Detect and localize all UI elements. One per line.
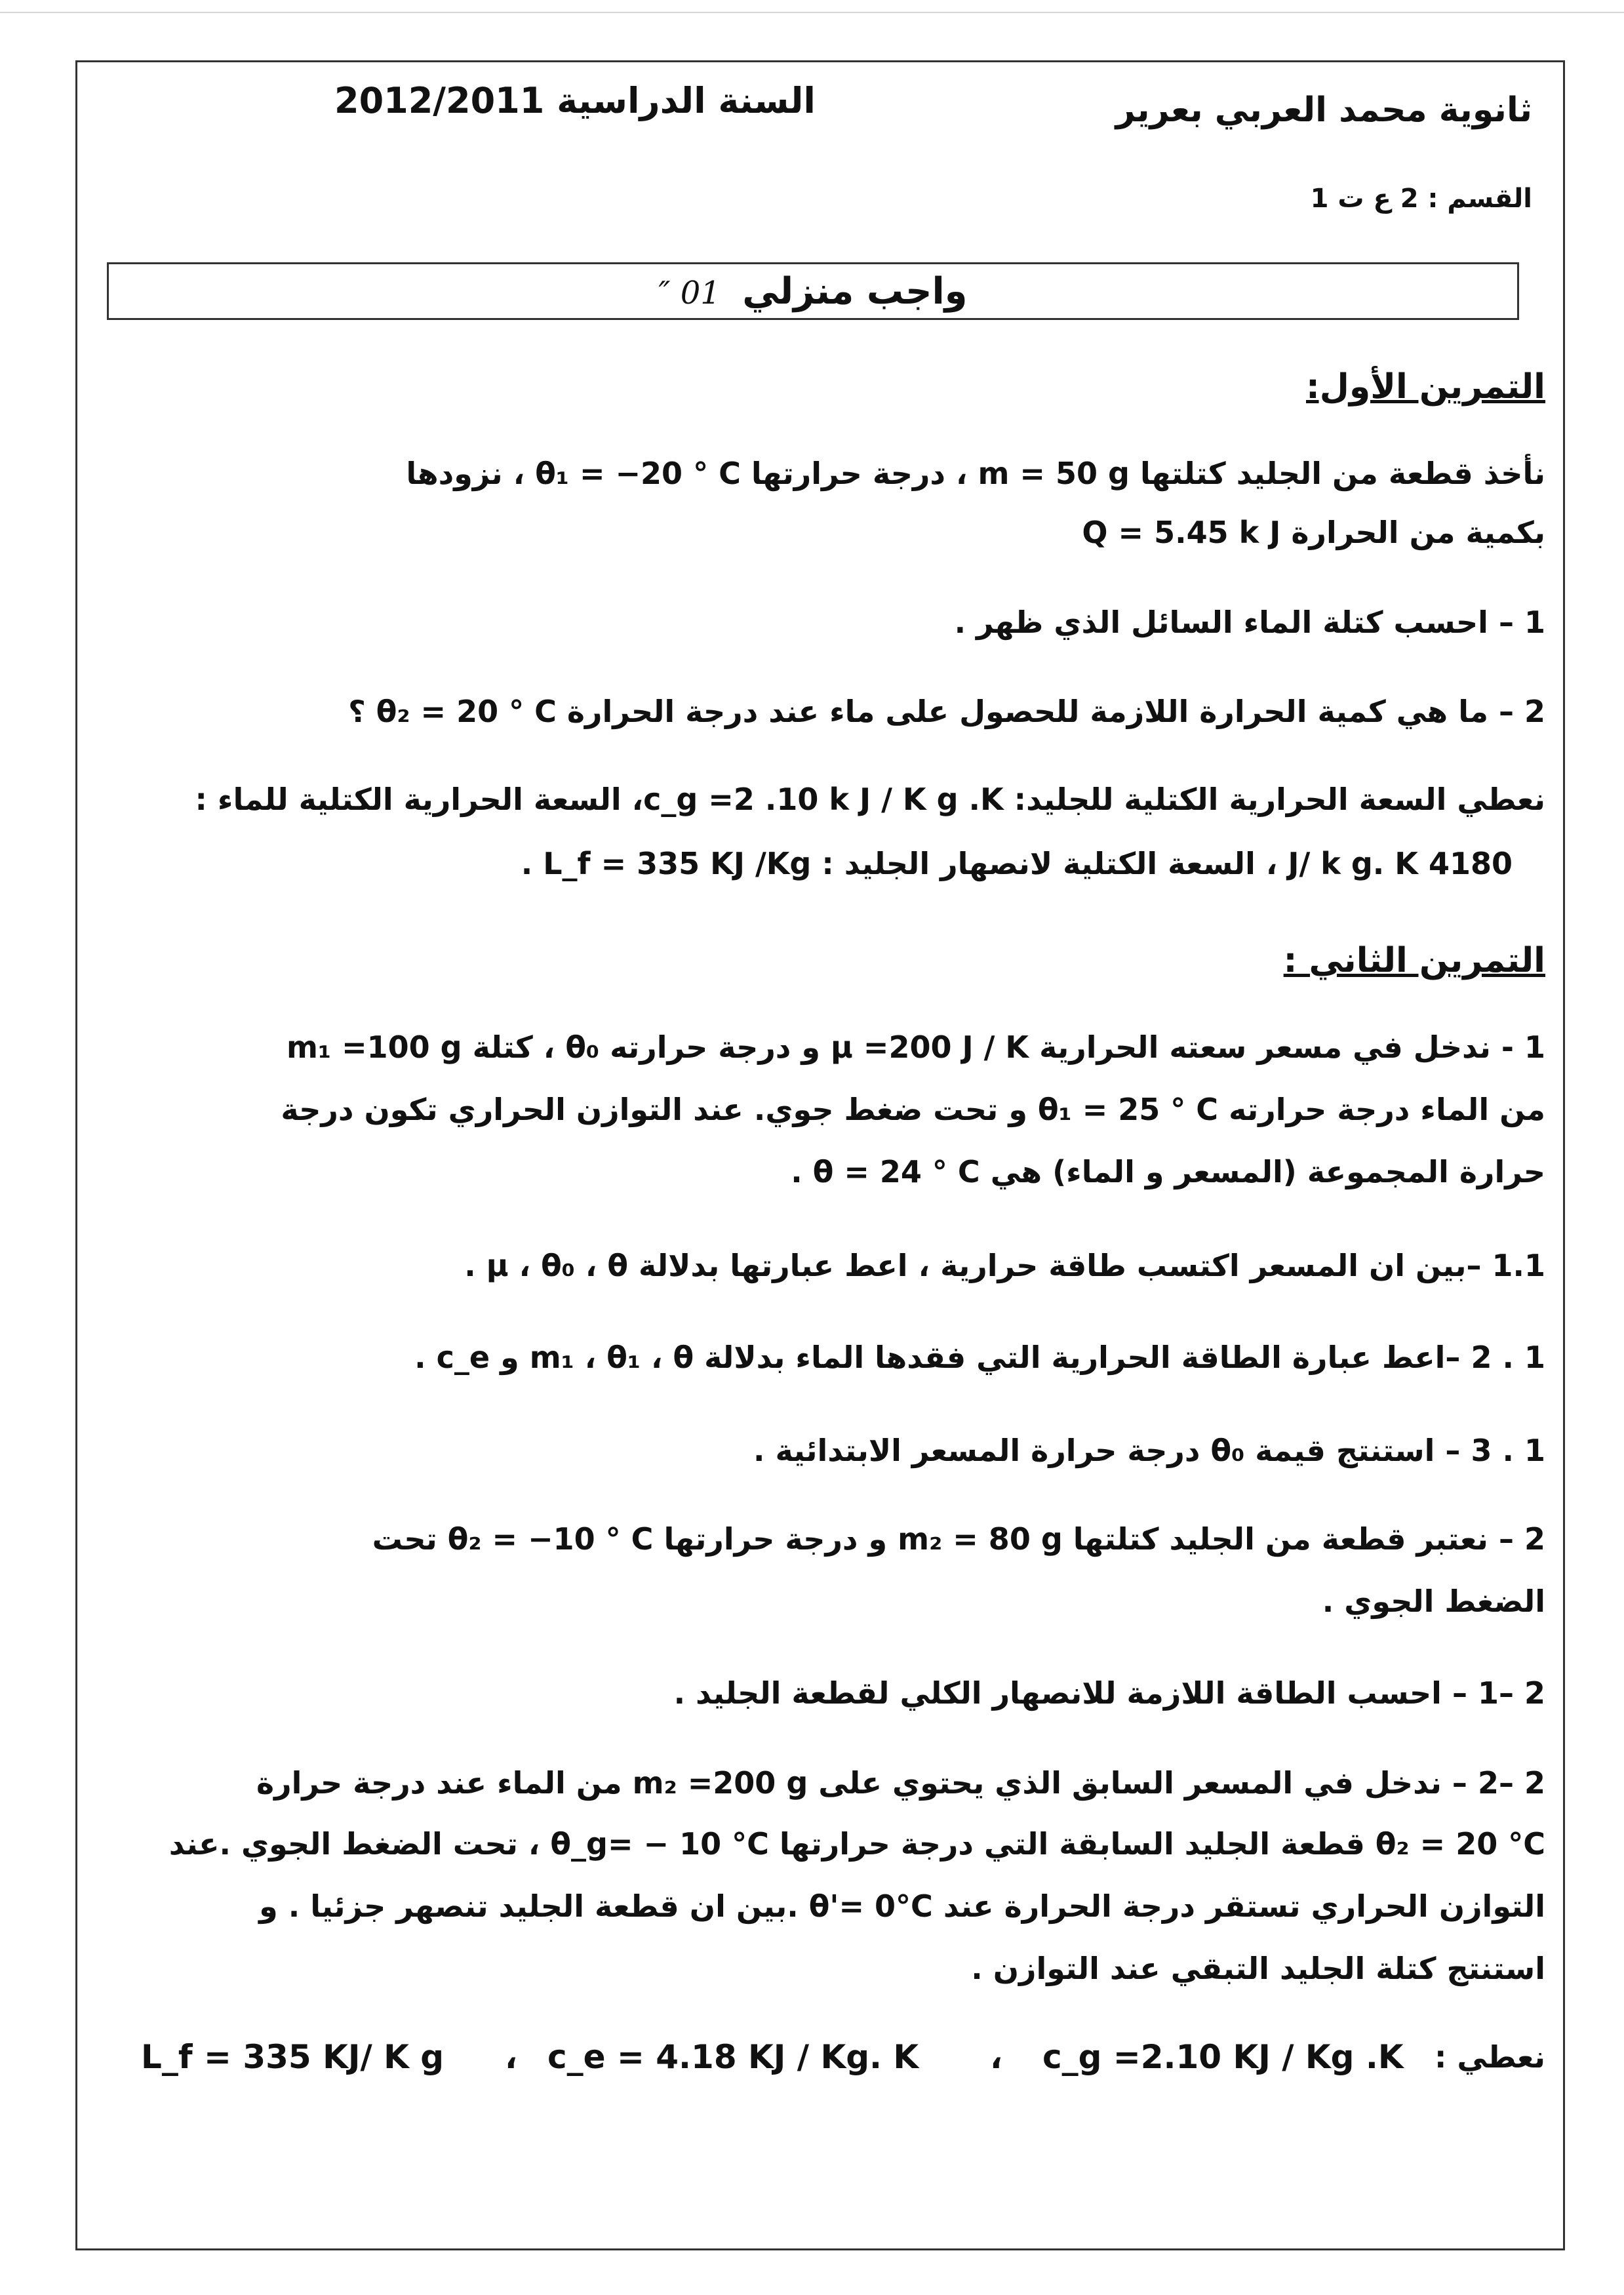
exercise2-part1-line2: من الماء درجة حرارته θ₁ = 25 ° C و تحت ضغط جوي. عند التوازن الحراري تكون درجة [281, 1092, 1545, 1127]
exercise2-question-2-1: 2 –1 – احسب الطاقة اللازمة للانصهار الكلي لقطعة الجليد . [673, 1675, 1545, 1711]
exercise2-question-2-2-line1: 2 –2 – ندخل في المسعر السابق الذي يحتوي على m₂ =200 g من الماء عند درجة حرارة [256, 1765, 1545, 1801]
exercise2-question-2-2-line4: استنتج كتلة الجليد التبقي عند التوازن . [971, 1951, 1545, 1986]
given-separator-1: ، [990, 2038, 1002, 2076]
exercise2-part2-line2: الضغط الجوي . [1322, 1584, 1545, 1619]
exercise1-question2: 2 – ما هي كمية الحرارة اللازمة للحصول على ماء عند درجة الحرارة θ₂ = 20 ° C ؟ [348, 694, 1545, 729]
school-year [334, 80, 827, 121]
exercise1-given2: 4180 J/ k g. K ، السعة الكتلية لانصهار الجليد : L_f = 335 KJ /Kg . [521, 846, 1513, 881]
year-label: السنة الدراسية [557, 80, 816, 121]
scan-edge-line [0, 12, 1624, 13]
school-name: ثانوية محمد العربي بعرير [1115, 90, 1532, 130]
class-department: القسم : 2 ع ت 1 [1310, 184, 1532, 214]
given-lf: L_f = 335 KJ/ K g [141, 2038, 445, 2076]
exercise1-line2: بكمية من الحرارة Q = 5.45 k J [1082, 515, 1545, 550]
exercise2-question-1-3: 1 . 3 – استنتج قيمة θ₀ درجة حرارة المسعر الابتدائية . [753, 1433, 1545, 1468]
exercise1-given1: نعطي السعة الحرارية الكتلية للجليد: c_g =2 .10 k J / K g .K، السعة الحرارية الكتلية للماء : [195, 782, 1545, 817]
exercise1-line1: نأخذ قطعة من الجليد كتلتها m = 50 g ، درجة حرارتها θ₁ = −20 ° C ، نزودها [406, 456, 1545, 491]
title-number: 01 ″ [658, 274, 721, 311]
exercise2-question-2-2-line3: التوازن الحراري تستقر درجة الحرارة عند θ'= 0°C .بين ان قطعة الجليد تنصهر جزئيا . و [259, 1888, 1545, 1924]
exercise2-question-1-1: 1.1 –بين ان المسعر اكتسب طاقة حرارية ، اعط عبارتها بدلالة μ ، θ₀ ، θ . [464, 1248, 1545, 1283]
given-cg: c_g =2.10 KJ / Kg .K [1042, 2038, 1404, 2076]
exercise2-part1-line1: 1 - ندخل في مسعر سعته الحرارية μ =200 J / K و درجة حرارته θ₀ ، كتلة m₁ =100 g [286, 1029, 1545, 1065]
year-value: 2012/2011 [334, 80, 545, 121]
exercise2-question-2-2-line2: θ₂ = 20 °C قطعة الجليد السابقة التي درجة حرارتها θ_g= − 10 °C ، تحت الضغط الجوي .عند [168, 1826, 1545, 1862]
exercise2-given-label: نعطي : [1435, 2039, 1545, 2075]
exercise1-question1: 1 – احسب كتلة الماء السائل الذي ظهر . [954, 605, 1545, 640]
given-ce: c_e = 4.18 KJ / Kg. K [547, 2038, 919, 2076]
exercise2-part2-line1: 2 – نعتبر قطعة من الجليد كتلتها m₂ = 80 g و درجة حرارتها θ₂ = −10 ° C تحت [372, 1521, 1545, 1557]
given-separator-2: ، [505, 2038, 517, 2076]
exercise2-question-1-2: 1 . 2 –اعط عبارة الطاقة الحرارية التي فقدها الماء بدلالة m₁ ، θ₁ ، θ و c_e . [414, 1340, 1545, 1375]
title-box [107, 262, 1519, 320]
exercise2-heading: التمرين الثاني : [1283, 941, 1545, 980]
exercise1-heading: التمرين الأول: [1306, 367, 1545, 407]
exercise2-part1-line3: حرارة المجموعة (المسعر و الماء) هي θ = 24 ° C . [791, 1154, 1545, 1189]
title-text: واجب منزلي [742, 269, 968, 313]
page-title [659, 270, 968, 313]
